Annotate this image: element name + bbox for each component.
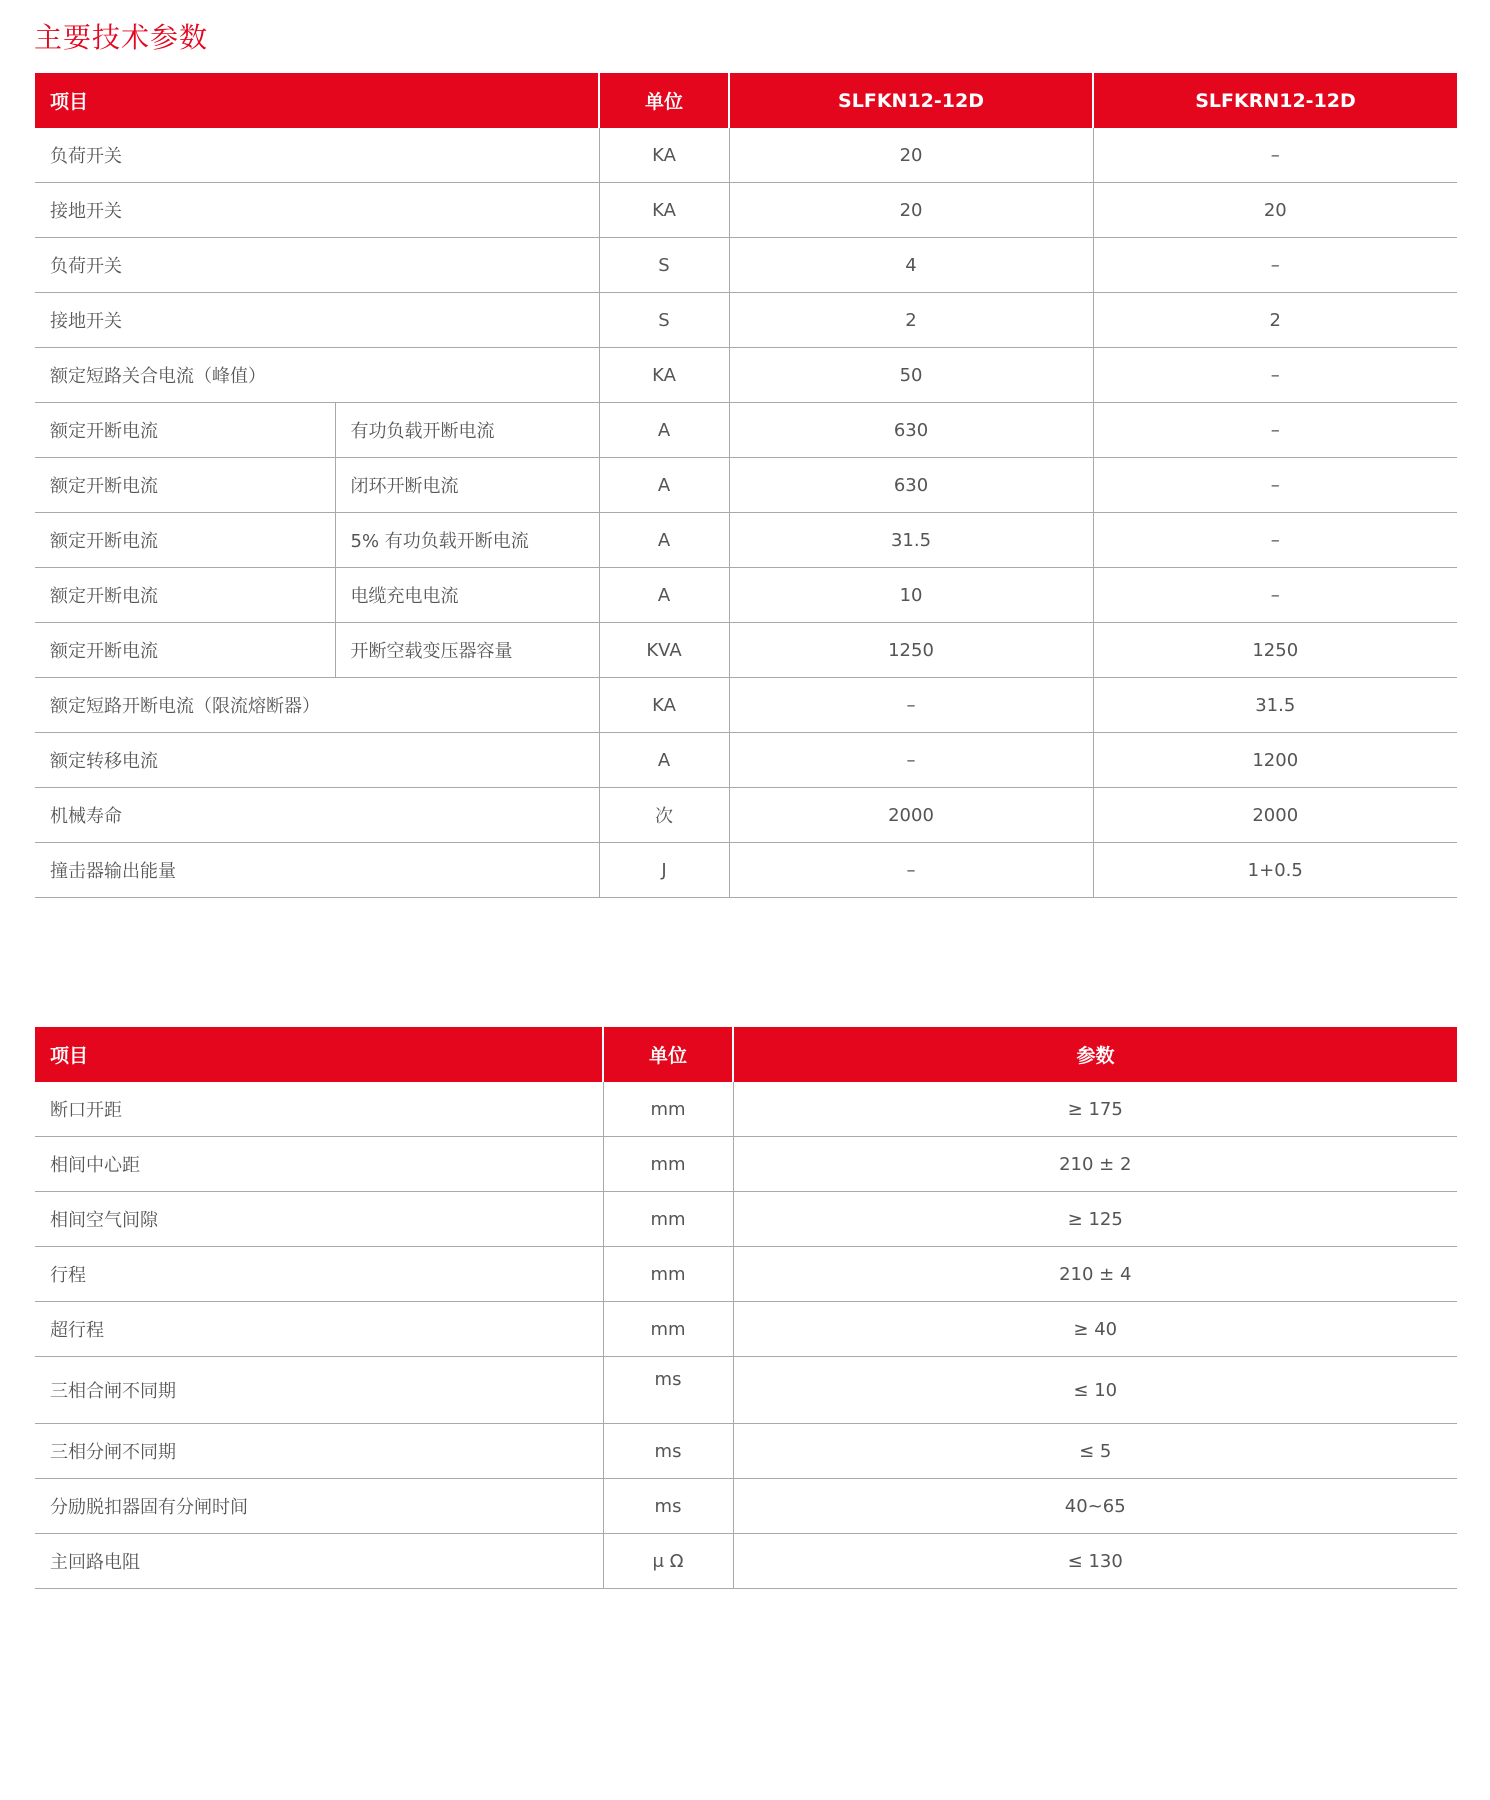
cell-unit: A [599,568,729,623]
cell-value-1: 20 [729,183,1093,238]
table-row [35,403,1457,458]
cell-item: 额定转移电流 [35,733,599,788]
cell-subitem: 闭环开断电流 [335,458,599,513]
header-model-slfkn: SLFKN12-12D [729,73,1093,128]
cell-item: 机械寿命 [35,788,599,843]
cell-value: ≥ 40 [733,1302,1457,1357]
cell-item: 额定开断电流 [35,403,335,458]
table-row [35,1137,1457,1192]
cell-value-1: – [729,733,1093,788]
cell-item: 额定短路开断电流（限流熔断器） [35,678,599,733]
cell-item: 接地开关 [35,293,599,348]
cell-value-1: 20 [729,128,1093,183]
cell-unit: KA [599,348,729,403]
table-row [35,1534,1457,1589]
cell-value-2: – [1093,568,1457,623]
table-row [35,128,1457,183]
cell-value-1: 630 [729,403,1093,458]
cell-value: 210 ± 2 [733,1137,1457,1192]
table-row [35,1424,1457,1479]
table-row [35,238,1457,293]
table-row [35,1082,1457,1137]
cell-value-2: 1250 [1093,623,1457,678]
cell-value-2: – [1093,348,1457,403]
cell-item: 主回路电阻 [35,1534,603,1589]
cell-value-2: 2 [1093,293,1457,348]
cell-value: 40~65 [733,1479,1457,1534]
table-row [35,788,1457,843]
cell-value-1: – [729,843,1093,898]
cell-unit: J [599,843,729,898]
cell-item: 额定开断电流 [35,568,335,623]
cell-value-1: 4 [729,238,1093,293]
cell-value-2: 2000 [1093,788,1457,843]
cell-item: 超行程 [35,1302,603,1357]
cell-unit: KVA [599,623,729,678]
cell-item: 负荷开关 [35,128,599,183]
cell-unit: mm [603,1247,733,1302]
table-header-row [35,1027,1457,1082]
table-row [35,1192,1457,1247]
cell-unit: A [599,513,729,568]
cell-value-2: 1+0.5 [1093,843,1457,898]
header-unit: 单位 [599,73,729,128]
cell-item: 三相合闸不同期 [35,1357,603,1424]
cell-item: 额定开断电流 [35,458,335,513]
cell-unit: mm [603,1192,733,1247]
header-item: 项目 [35,73,599,128]
cell-value-1: 2000 [729,788,1093,843]
table-row [35,1479,1457,1534]
table-row [35,348,1457,403]
table-row [35,458,1457,513]
cell-unit: A [599,733,729,788]
table-row [35,513,1457,568]
cell-unit: ms [603,1357,733,1424]
cell-value-2: – [1093,403,1457,458]
cell-item: 行程 [35,1247,603,1302]
table-row [35,678,1457,733]
cell-value: ≥ 125 [733,1192,1457,1247]
cell-value-2: – [1093,458,1457,513]
cell-unit: mm [603,1302,733,1357]
cell-unit: ms [603,1479,733,1534]
cell-item: 断口开距 [35,1082,603,1137]
parameters-table-mechanical [35,1027,1457,1589]
cell-item: 负荷开关 [35,238,599,293]
header-unit: 单位 [603,1027,733,1082]
table-row [35,843,1457,898]
cell-subitem: 开断空载变压器容量 [335,623,599,678]
cell-item: 相间中心距 [35,1137,603,1192]
cell-unit: ms [603,1424,733,1479]
cell-value-2: 1200 [1093,733,1457,788]
cell-value: ≤ 10 [733,1357,1457,1424]
table-header-row [35,73,1457,128]
cell-value-2: – [1093,128,1457,183]
cell-unit: μ Ω [603,1534,733,1589]
cell-item: 分励脱扣器固有分闸时间 [35,1479,603,1534]
cell-unit: A [599,458,729,513]
cell-unit: S [599,293,729,348]
table-row [35,1302,1457,1357]
table-row [35,293,1457,348]
table-row [35,183,1457,238]
cell-unit: 次 [599,788,729,843]
cell-item: 撞击器输出能量 [35,843,599,898]
table-row [35,733,1457,788]
cell-value: ≥ 175 [733,1082,1457,1137]
cell-subitem: 电缆充电电流 [335,568,599,623]
cell-value-2: 31.5 [1093,678,1457,733]
cell-value: 210 ± 4 [733,1247,1457,1302]
cell-item: 接地开关 [35,183,599,238]
table-row [35,1247,1457,1302]
cell-unit: KA [599,678,729,733]
cell-value-2: – [1093,513,1457,568]
page-title: 主要技术参数 [34,21,209,54]
cell-value-1: 630 [729,458,1093,513]
cell-value-1: 2 [729,293,1093,348]
cell-unit: KA [599,183,729,238]
cell-value-1: 10 [729,568,1093,623]
header-parameter: 参数 [733,1027,1457,1082]
cell-value: ≤ 130 [733,1534,1457,1589]
cell-unit: S [599,238,729,293]
header-item: 项目 [35,1027,603,1082]
cell-item: 额定短路关合电流（峰值） [35,348,599,403]
cell-item: 额定开断电流 [35,623,335,678]
table-row [35,1357,1457,1424]
cell-item: 额定开断电流 [35,513,335,568]
cell-value-2: 20 [1093,183,1457,238]
cell-value-1: 50 [729,348,1093,403]
header-model-slfkrn: SLFKRN12-12D [1093,73,1457,128]
cell-unit: mm [603,1082,733,1137]
cell-unit: A [599,403,729,458]
cell-value-1: 31.5 [729,513,1093,568]
cell-unit: mm [603,1137,733,1192]
cell-unit: KA [599,128,729,183]
cell-item: 相间空气间隙 [35,1192,603,1247]
table-row [35,623,1457,678]
cell-value: ≤ 5 [733,1424,1457,1479]
cell-item: 三相分闸不同期 [35,1424,603,1479]
cell-value-1: 1250 [729,623,1093,678]
parameters-table-main [35,73,1457,898]
cell-value-1: – [729,678,1093,733]
table-row [35,568,1457,623]
cell-subitem: 有功负载开断电流 [335,403,599,458]
cell-value-2: – [1093,238,1457,293]
cell-subitem: 5% 有功负载开断电流 [335,513,599,568]
